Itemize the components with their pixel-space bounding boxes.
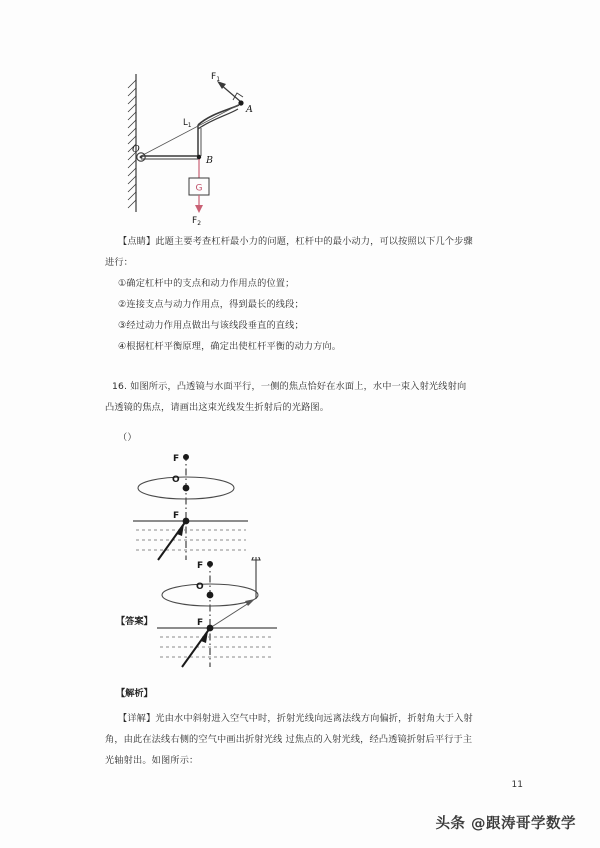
lever-diagram-svg [110,62,320,227]
focus-top-label: F [173,454,180,464]
focus-bottom-label: F [173,511,180,521]
answer-optics-svg [152,557,382,682]
analysis-tag: 【解析】 [116,688,153,699]
hint-step-2: ②连接支点与动力作用点，得到最长的线段； [118,299,304,310]
analysis-line-2: 角，由此在法线右侧的空气中画出折射光线 过焦点的入射光线，经凸透镜折射后平行于主 [105,734,473,745]
point-b-label: B [206,155,213,166]
focus-bottom-dot [207,625,214,632]
watermark: 头条 @跟涛哥学数学 [435,816,576,832]
focus-top-dot [207,561,213,567]
force2-arrowhead [195,205,203,213]
force1-label: $F_1$ [211,72,221,83]
point-a-label: A [246,104,253,115]
focus-top-label: F [197,561,204,571]
lens-center-label: O [172,475,180,485]
incident-ray [158,521,186,560]
lever-curve-lower [198,109,238,129]
hint-step-4: ④根据杠杆平衡原理，确定出使杠杆平衡的动力方向。 [118,341,342,352]
point-b-dot [197,155,201,159]
lens-center-label: O [196,582,204,592]
force2-label: $F_2$ [192,216,202,227]
page-number: 11 [511,780,523,790]
question-answer-blank: （） [118,432,137,443]
answer-tag: 【答案】 [116,616,153,627]
lens-center-dot [183,485,190,492]
weight-label: G [195,183,203,194]
figure-lever-diagram [110,62,320,227]
pivot-dot [140,156,143,159]
analysis-line-3: 光轴射出。如图所示： [105,755,199,766]
focus-top-dot [183,454,189,460]
analysis-line-1: 【详解】光由水中斜射进入空气中时，折射光线向远离法线方向偏折，折射角大于入射 [118,713,473,724]
lens-center-dot [207,592,214,599]
hint-step-3: ③经过动力作用点做出与该线段垂直的直线； [118,320,304,331]
figure-answer-optics [152,557,382,682]
question-optics-svg [128,448,348,573]
arm-label: $L_1$ [183,118,192,129]
question-line-2: 凸透镜的焦点，请画出这束光线发生折射后的光路图。 [105,402,330,413]
point-a-dot [238,100,243,105]
hint-line-1: 【点睛】此题主要考查杠杆最小力的问题，杠杆中的最小动力，可以按照以下几个步骤 [118,236,473,247]
hint-step-1: ①确定杠杆中的支点和动力作用点的位置； [118,278,295,289]
moment-arm-line [141,104,240,156]
question-line-1: 16. 如图所示，凸透镜与水面平行，一侧的焦点恰好在水面上，水中一束入射光线射向 [112,381,467,392]
point-o-label: O [132,144,140,155]
incident-ray [182,628,210,667]
focus-bottom-label: F [197,618,204,628]
figure-question-optics [128,448,348,573]
focus-bottom-dot [183,518,190,525]
hint-line-2: 进行： [105,257,134,268]
